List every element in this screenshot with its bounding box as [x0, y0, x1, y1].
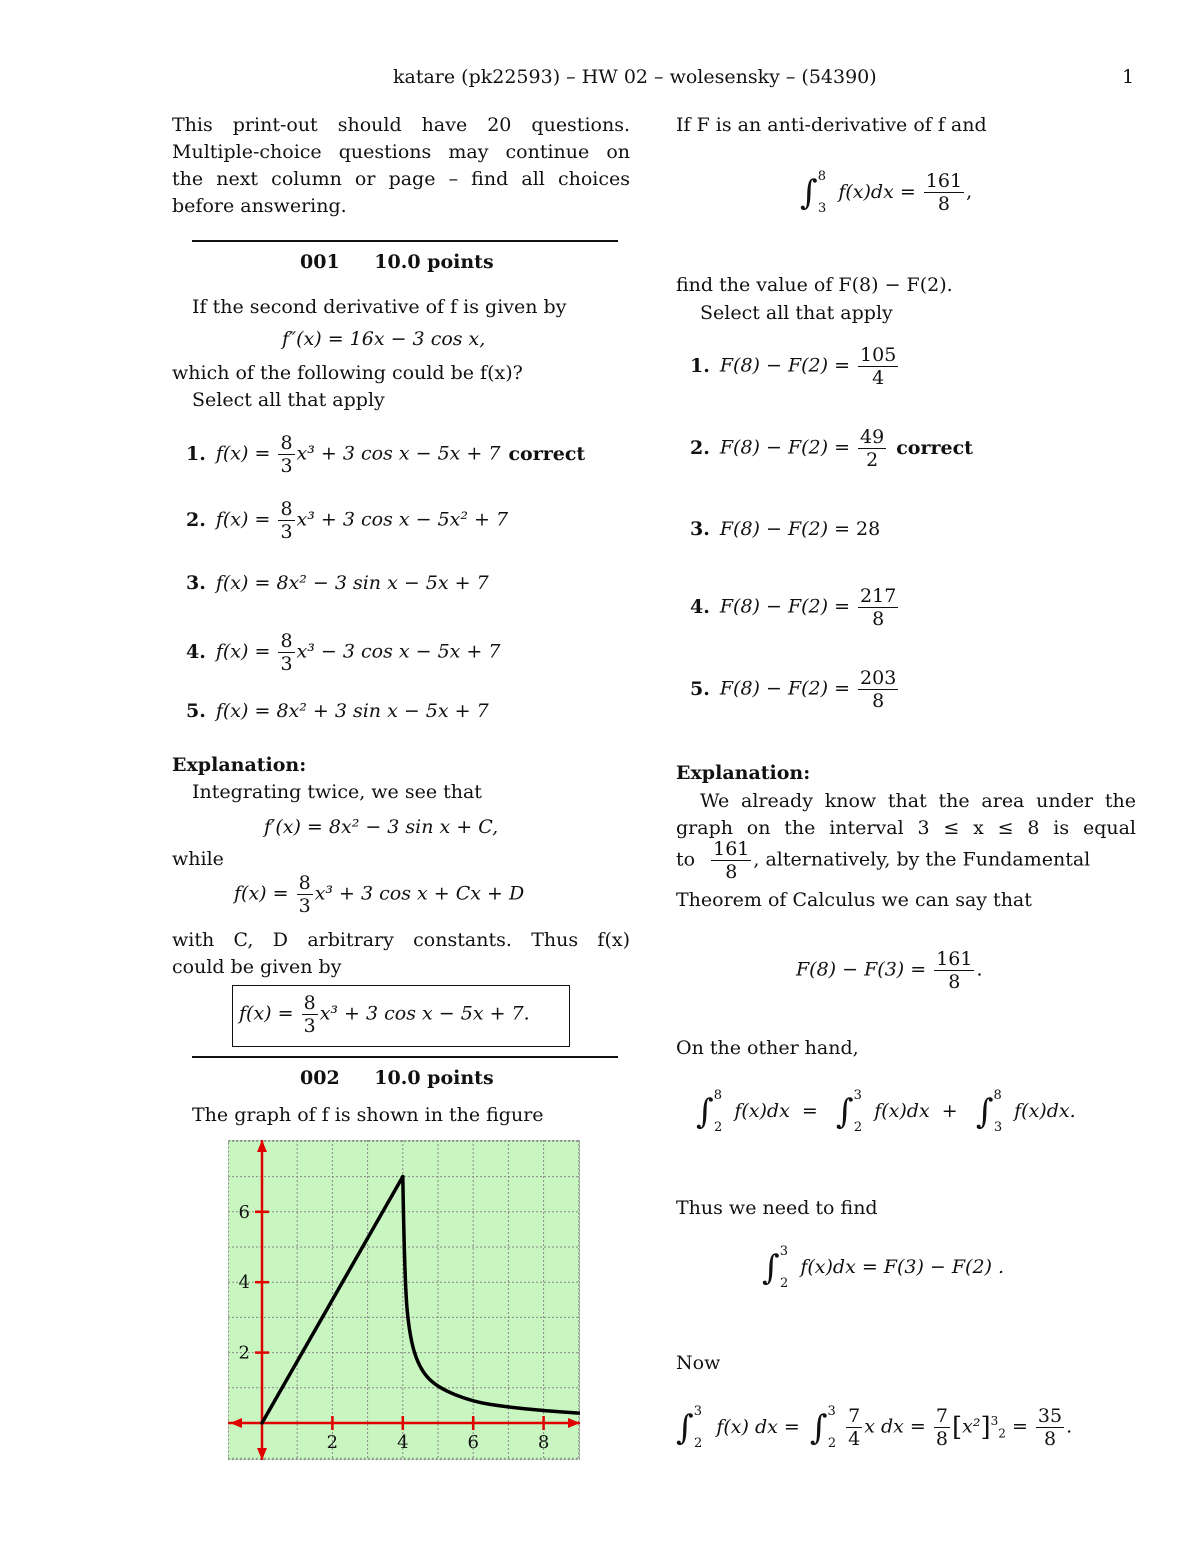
q1-boxed-answer — [232, 985, 570, 1047]
fraction: $\frac{7}{4}$ — [848, 1405, 861, 1450]
q2-choice[interactable] — [690, 667, 900, 712]
q1-prompt — [192, 294, 566, 320]
q2-eq-split: ∫$^8_2$ f(x)dx = ∫$^3_2$ f(x)dx + ∫$^8_3$ f(x)dx. — [696, 1088, 1076, 1135]
page-number: 1 — [1122, 66, 1135, 88]
fraction: $\frac{105}{4}$ — [860, 344, 897, 389]
choice-lhs: f(x) = — [215, 700, 271, 722]
choice-number: 1. — [690, 354, 710, 377]
lower-limit: 3 — [818, 200, 827, 216]
correct-tag: correct — [896, 436, 973, 459]
q1-choice[interactable] — [186, 432, 585, 477]
q1-explanation-eq2 — [234, 872, 524, 917]
question-number: 002 — [300, 1067, 340, 1089]
q2-instruction: Select all that apply — [700, 302, 893, 324]
q2-prompt: The graph of f is shown in the figure — [192, 1104, 544, 1126]
q1-explanation-eq1: f′(x) = 8x² − 3 sin x + C, — [264, 816, 499, 838]
q2-now: Now — [676, 1352, 721, 1374]
q2-cont-line: If F is an anti-derivative of f and — [676, 114, 987, 136]
choice-expr: 8x² − 3 sin x − 5x + 7 — [276, 572, 489, 594]
boxed-equation — [239, 992, 530, 1037]
eq-part: x dx = — [864, 1415, 926, 1438]
function-graph — [228, 1140, 580, 1460]
q1-choice[interactable] — [186, 630, 500, 675]
q1-explanation-with: with C, D arbitrary constants. Thus f(x) — [172, 929, 630, 951]
eq-part: x² — [962, 1415, 981, 1438]
q2-explanation-label: Explanation: — [676, 762, 811, 784]
choice-expr: x³ + 3 cos x − 5x + 7 — [296, 442, 501, 465]
choice-number: 5. — [690, 677, 710, 700]
fraction: $\frac{8}{3}$ — [280, 630, 293, 675]
x-tick-label: 4 — [397, 1432, 409, 1453]
choice-number: 1. — [186, 442, 206, 465]
eq-lhs: f(x) = — [239, 1002, 294, 1025]
choice-number: 4. — [690, 595, 710, 618]
q2-exp-line: Theorem of Calculus we can say that — [676, 889, 1032, 911]
choice-number: 4. — [186, 640, 206, 663]
q1-explanation-while: while — [172, 848, 224, 870]
question-points: 10.0 points — [374, 1067, 494, 1089]
fraction: $\frac{203}{8}$ — [860, 667, 897, 712]
choice-expr: x³ − 3 cos x − 5x + 7 — [296, 640, 501, 663]
q2-other-hand: On the other hand, — [676, 1037, 859, 1059]
fraction: $\frac{7}{8}$ — [935, 1405, 948, 1450]
choice-number: 2. — [186, 508, 206, 531]
eq-lhs: F(8) − F(3) = — [796, 958, 927, 981]
fraction: $\frac{161}{8}$ — [713, 838, 750, 883]
q1-choice[interactable] — [186, 700, 489, 722]
q1-prompt-text: If the second derivative of f is given by — [192, 296, 567, 318]
fraction: $\frac{8}{3}$ — [298, 872, 311, 917]
choice-number: 2. — [690, 436, 710, 459]
choice-lhs: F(8) − F(2) = — [719, 354, 850, 377]
choice-value: 28 — [856, 518, 881, 540]
question-header-001 — [300, 251, 494, 273]
page-header — [0, 66, 1200, 94]
text: to — [676, 848, 696, 871]
x-tick-label: 2 — [326, 1432, 339, 1453]
fraction: $\frac{161}{8}$ — [936, 948, 973, 993]
text: , alternatively, by the Fundamental — [753, 848, 1091, 871]
choice-lhs: F(8) − F(2) = — [719, 595, 850, 618]
page-title: katare (pk22593) – HW 02 – wolesensky – (54390) — [393, 66, 877, 88]
choice-lhs: F(8) − F(2) = — [719, 436, 850, 459]
fraction: $\frac{161}{8}$ — [925, 170, 963, 215]
intro-line: before answering. — [172, 195, 347, 217]
q2-exp-line — [676, 838, 1136, 883]
fraction: $\frac{8}{3}$ — [280, 498, 293, 543]
q2-choice[interactable] — [690, 518, 880, 540]
fraction: $\frac{8}{3}$ — [280, 432, 293, 477]
choice-lhs: f(x) = — [215, 442, 271, 465]
choice-lhs: f(x) = — [215, 640, 271, 663]
q2-eq-final: ∫$^3_2$ f(x) dx = ∫$^3_2$ $\frac{7}{4}$ x dx = $\frac{7}{8}$ $[x^2]^3_2$ = $\frac{35}{8}$ . — [676, 1403, 1073, 1451]
upper-limit: 8 — [817, 168, 826, 184]
q1-question: which of the following could be f(x)? — [172, 362, 523, 384]
y-tick-label: 6 — [238, 1201, 250, 1223]
q2-choice[interactable] — [690, 426, 973, 471]
fraction: $\frac{35}{8}$ — [1037, 1405, 1063, 1450]
choice-number: 3. — [690, 518, 710, 540]
y-tick-label: 4 — [238, 1272, 250, 1294]
integrand: f(x)dx = — [838, 180, 916, 203]
x-tick-label: 8 — [537, 1432, 550, 1453]
fraction: $\frac{8}{3}$ — [303, 992, 316, 1037]
q1-explanation-could: could be given by — [172, 956, 342, 978]
q2-given-integral: ∫$^8_3$ f(x)dx = $\frac{161}{8}$ , — [800, 168, 973, 216]
choice-lhs: f(x) = — [215, 508, 271, 531]
question-points: 10.0 points — [374, 251, 494, 273]
choice-number: 3. — [186, 572, 206, 594]
q2-find: find the value of F(8) − F(2). — [676, 274, 953, 296]
q2-exp-line: graph on the interval 3 ≤ x ≤ 8 is equal — [676, 817, 1136, 839]
q2-eq-ftc: F(8) − F(3) = $\frac{161}{8}$ . — [796, 948, 983, 993]
q2-choice[interactable] — [690, 585, 900, 630]
choice-lhs: f(x) = — [215, 572, 271, 594]
integral-sign: ∫ — [800, 172, 818, 213]
y-tick-label: 2 — [238, 1342, 250, 1364]
intro-line: This print-out should have 20 questions. — [172, 114, 630, 136]
eq-body: f(x)dx = F(3) − F(2) . — [800, 1256, 1005, 1278]
q1-given-equation: f″(x) = 16x − 3 cos x, — [282, 328, 486, 350]
question-divider — [192, 1056, 618, 1058]
eq-lhs: f(x) = — [234, 882, 289, 905]
question-divider — [192, 240, 618, 242]
q1-explanation-text: Integrating twice, we see that — [192, 781, 482, 803]
choice-number: 5. — [186, 700, 206, 722]
intro-line: the next column or page – find all choices — [172, 168, 630, 190]
choice-expr: 8x² + 3 sin x − 5x + 7 — [276, 700, 489, 722]
intro-line: Multiple-choice questions may continue on — [172, 141, 630, 163]
q2-thus: Thus we need to find — [676, 1197, 878, 1219]
eq-part: f(x) dx = — [716, 1415, 800, 1438]
q2-exp-line: We already know that the area under the — [700, 790, 1136, 812]
q1-explanation-label: Explanation: — [172, 754, 307, 776]
fraction: $\frac{49}{2}$ — [860, 426, 885, 471]
x-tick-label: 6 — [467, 1432, 479, 1453]
q2-choice[interactable] — [690, 344, 900, 389]
eq-rest: x³ + 3 cos x + Cx + D — [314, 882, 525, 905]
choice-lhs: F(8) − F(2) = — [719, 677, 850, 700]
choice-lhs: F(8) − F(2) = — [719, 518, 850, 540]
question-header-002 — [300, 1067, 494, 1089]
eq-rest: x³ + 3 cos x − 5x + 7. — [319, 1002, 530, 1025]
q1-choice[interactable] — [186, 572, 489, 594]
question-number: 001 — [300, 251, 340, 273]
correct-tag: correct — [508, 442, 586, 465]
fraction: $\frac{217}{8}$ — [860, 585, 897, 630]
q1-instruction: Select all that apply — [192, 389, 385, 411]
q2-eq-find: ∫$^3_2$ f(x)dx = F(3) − F(2) . — [762, 1244, 1005, 1291]
choice-expr: x³ + 3 cos x − 5x² + 7 — [296, 508, 509, 531]
q1-choice[interactable] — [186, 498, 508, 543]
